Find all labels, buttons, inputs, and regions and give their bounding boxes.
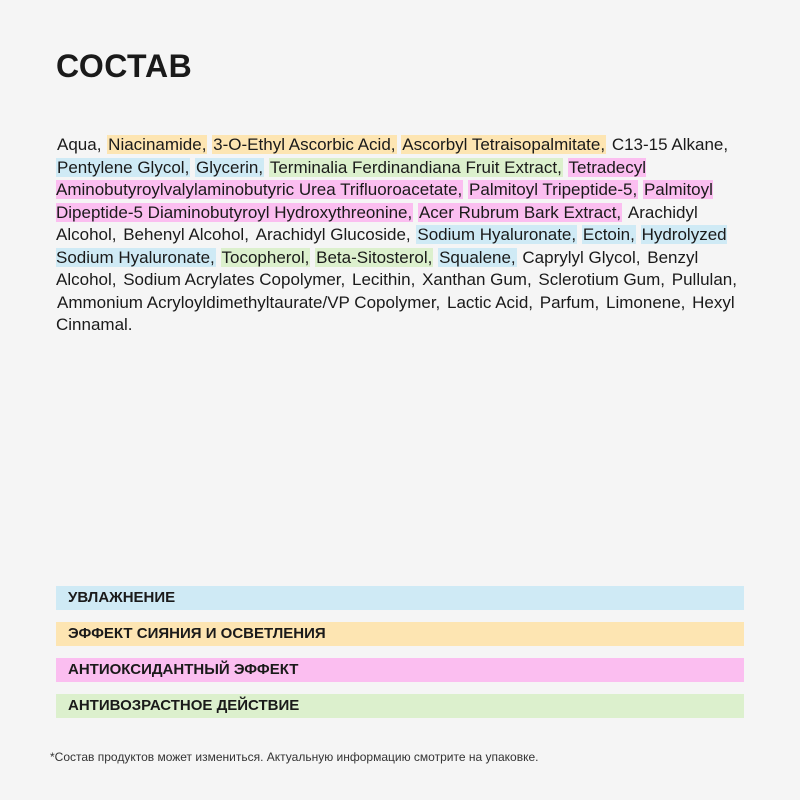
legend bbox=[56, 586, 744, 730]
ingredient: Benzyl Alcohol, bbox=[56, 247, 699, 289]
ingredient: Hexyl Cinnamal. bbox=[56, 292, 735, 334]
ingredient: 3-O-Ethyl Ascorbic Acid, bbox=[213, 135, 396, 154]
ingredients-list bbox=[56, 134, 746, 337]
ingredient: Lecithin, bbox=[352, 270, 416, 289]
ingredient: Terminalia Ferdinandiana Fruit Extract, bbox=[269, 157, 562, 177]
ingredient: Sodium Acrylates Copolymer, bbox=[123, 270, 346, 289]
ingredient: Glycerin, bbox=[196, 157, 264, 177]
ingredient: Ammonium Acryloyldimethyltaurate/VP Copolymer, bbox=[57, 292, 441, 312]
legend-item-moist: УВЛАЖНЕНИЕ bbox=[56, 586, 744, 610]
ingredient: Arachidyl Glucoside, bbox=[255, 225, 411, 244]
legend-item-age: АНТИВОЗРАСТНОЕ ДЕЙСТВИЕ bbox=[56, 694, 744, 718]
ingredient: Limonene, bbox=[606, 292, 686, 312]
ingredient: Pullulan, bbox=[671, 270, 737, 289]
legend-item-bright: ЭФФЕКТ СИЯНИЯ И ОСВЕТЛЕНИЯ bbox=[56, 622, 744, 646]
ingredient: Sodium Hyaluronate, bbox=[417, 225, 577, 244]
ingredient: Aqua, bbox=[57, 135, 102, 154]
ingredient: Sclerotium Gum, bbox=[538, 270, 666, 289]
ingredient: Niacinamide, bbox=[108, 135, 207, 154]
ingredient: Ascorbyl Tetraisopalmitate, bbox=[402, 135, 606, 154]
ingredient: Tetradecyl Aminobutyroylvalylaminobutyric Urea Trifluoroacetate, bbox=[56, 157, 647, 199]
ingredient: Xanthan Gum, bbox=[422, 270, 532, 289]
ingredient: Palmitoyl Tripeptide-5, bbox=[469, 180, 638, 199]
ingredient: Palmitoyl Dipeptide-5 Diaminobutyroyl Hydroxythreonine, bbox=[56, 180, 713, 222]
ingredient: Beta-Sitosterol, bbox=[316, 247, 433, 267]
ingredient: Acer Rubrum Bark Extract, bbox=[418, 202, 622, 222]
ingredient: Hydrolyzed Sodium Hyaluronate, bbox=[56, 225, 727, 267]
legend-item-anti: АНТИОКСИДАНТНЫЙ ЭФФЕКТ bbox=[56, 658, 744, 682]
ingredient: Arachidyl Alcohol, bbox=[56, 202, 698, 244]
ingredient: Squalene, bbox=[439, 247, 516, 267]
ingredient: Parfum, bbox=[539, 292, 600, 312]
ingredient: Ectoin, bbox=[582, 225, 635, 244]
ingredient: Lactic Acid, bbox=[447, 292, 534, 312]
ingredient: C13-15 Alkane, bbox=[611, 135, 729, 154]
ingredient: Tocopherol, bbox=[221, 247, 310, 267]
footnote: *Состав продуктов может измениться. Актуальную информацию смотрите на упаковке. bbox=[50, 750, 539, 764]
ingredient: Behenyl Alcohol, bbox=[123, 225, 249, 244]
ingredient: Pentylene Glycol, bbox=[57, 157, 190, 177]
page-title: СОСТАВ bbox=[56, 48, 193, 84]
ingredient: Caprylyl Glycol, bbox=[522, 247, 641, 267]
